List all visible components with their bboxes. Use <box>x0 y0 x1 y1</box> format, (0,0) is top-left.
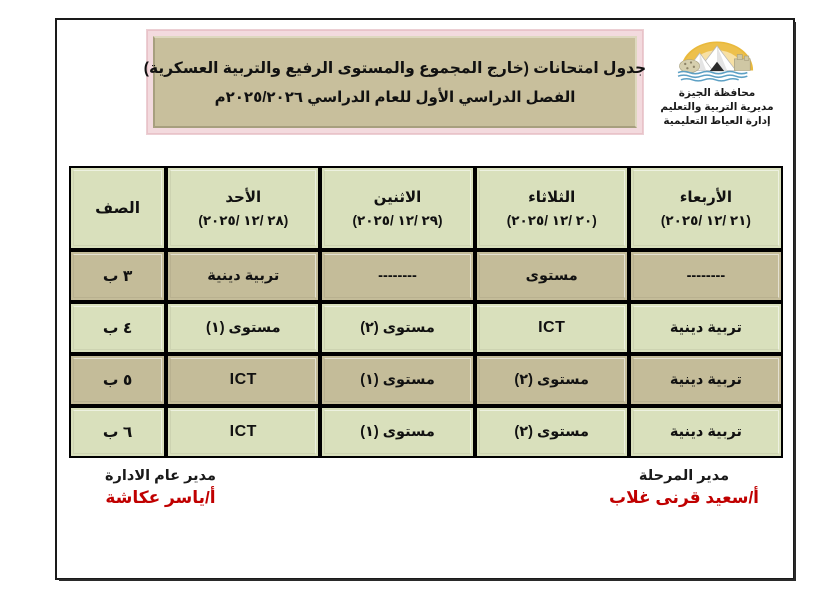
table-row <box>69 302 783 354</box>
exam-subject: -------- <box>686 268 726 284</box>
exam-subject: تربية دينية <box>669 424 742 440</box>
table-row <box>69 406 783 458</box>
table-row <box>69 354 783 406</box>
exam-subject: تربية دينية <box>207 268 280 284</box>
exam-cell <box>475 302 629 354</box>
day-name: الاثنين <box>373 188 422 206</box>
column-header-day-0 <box>629 166 783 250</box>
exam-subject: مستوى (١) <box>360 424 435 440</box>
exam-subject: مستوى (٢) <box>360 320 435 336</box>
exam-subject: مستوى (١) <box>206 320 281 336</box>
exam-subject: -------- <box>378 268 417 284</box>
exam-cell <box>320 250 474 302</box>
day-name: الأربعاء <box>679 188 733 206</box>
exam-subject: ICT <box>229 371 257 388</box>
exam-schedule-table <box>69 166 783 458</box>
org-line-governorate: محافظة الجيزة <box>678 87 756 99</box>
exam-cell <box>629 406 783 458</box>
document-header <box>57 20 793 150</box>
signature-name: أ/سعيد قرنى غلاب <box>609 488 759 507</box>
exam-cell <box>166 302 320 354</box>
exam-cell <box>629 250 783 302</box>
grade-label: ٦ ب <box>102 423 133 441</box>
exam-cell <box>320 406 474 458</box>
exam-subject: ICT <box>538 319 566 336</box>
egypt-pyramids-nile-emblem-icon <box>673 30 761 82</box>
exam-cell <box>475 406 629 458</box>
signature-footer <box>69 466 781 536</box>
day-date: (٢٠ /١٢ /٢٠٢٥) <box>506 212 597 228</box>
grade-label: ٣ ب <box>102 267 133 285</box>
org-line-directorate: مديرية التربية والتعليم <box>660 101 774 113</box>
signature-name: أ/ياسر عكاشة <box>105 488 216 507</box>
exam-subject: مستوى (٢) <box>514 372 589 388</box>
exam-cell <box>166 354 320 406</box>
organization-block <box>649 28 785 128</box>
exam-subject: مستوى <box>525 268 578 284</box>
exam-cell <box>475 250 629 302</box>
exam-cell <box>320 354 474 406</box>
exam-cell <box>629 302 783 354</box>
grade-header-label: الصف <box>95 199 141 217</box>
grade-cell <box>69 250 166 302</box>
exam-cell <box>320 302 474 354</box>
org-line-administration: إدارة العياط التعليمية <box>663 115 771 127</box>
title-plaque <box>143 30 647 134</box>
day-name: الأحد <box>225 188 262 206</box>
grade-label: ٤ ب <box>102 319 133 337</box>
table-header-row <box>69 166 783 250</box>
signature-role: مدير المرحلة <box>638 468 730 484</box>
grade-cell <box>69 302 166 354</box>
exam-subject: مستوى (٢) <box>514 424 589 440</box>
day-date: (٢١ /١٢ /٢٠٢٥) <box>660 212 751 228</box>
exam-subject: ICT <box>229 423 257 440</box>
table-row <box>69 250 783 302</box>
day-date: (٢٩ /١٢ /٢٠٢٥) <box>352 212 443 228</box>
column-header-day-3 <box>166 166 320 250</box>
exam-cell <box>166 406 320 458</box>
document-page-frame <box>55 18 795 580</box>
day-name: الثلاثاء <box>528 188 576 206</box>
column-header-day-2 <box>320 166 474 250</box>
exam-subject: تربية دينية <box>669 372 742 388</box>
document-title-line-2: الفصل الدراسي الأول للعام الدراسي ٢٠٢٥/٢٠٢٦م <box>214 88 576 106</box>
document-title-line-1: جدول امتحانات (خارج المجموع والمستوى الرفيع والتربية العسكرية) <box>143 59 647 77</box>
signature-role: مدير عام الادارة <box>105 468 216 484</box>
title-plaque-inner <box>143 36 647 128</box>
exam-cell <box>166 250 320 302</box>
exam-cell <box>475 354 629 406</box>
column-header-grade <box>69 166 166 250</box>
grade-cell <box>69 406 166 458</box>
grade-cell <box>69 354 166 406</box>
signature-general-manager <box>105 466 216 510</box>
exam-subject: مستوى (١) <box>360 372 435 388</box>
grade-label: ٥ ب <box>102 371 133 389</box>
exam-subject: تربية دينية <box>669 320 742 336</box>
column-header-day-1 <box>475 166 629 250</box>
exam-cell <box>629 354 783 406</box>
signature-stage-manager <box>609 466 759 510</box>
day-date: (٢٨ /١٢ /٢٠٢٥) <box>198 212 289 228</box>
